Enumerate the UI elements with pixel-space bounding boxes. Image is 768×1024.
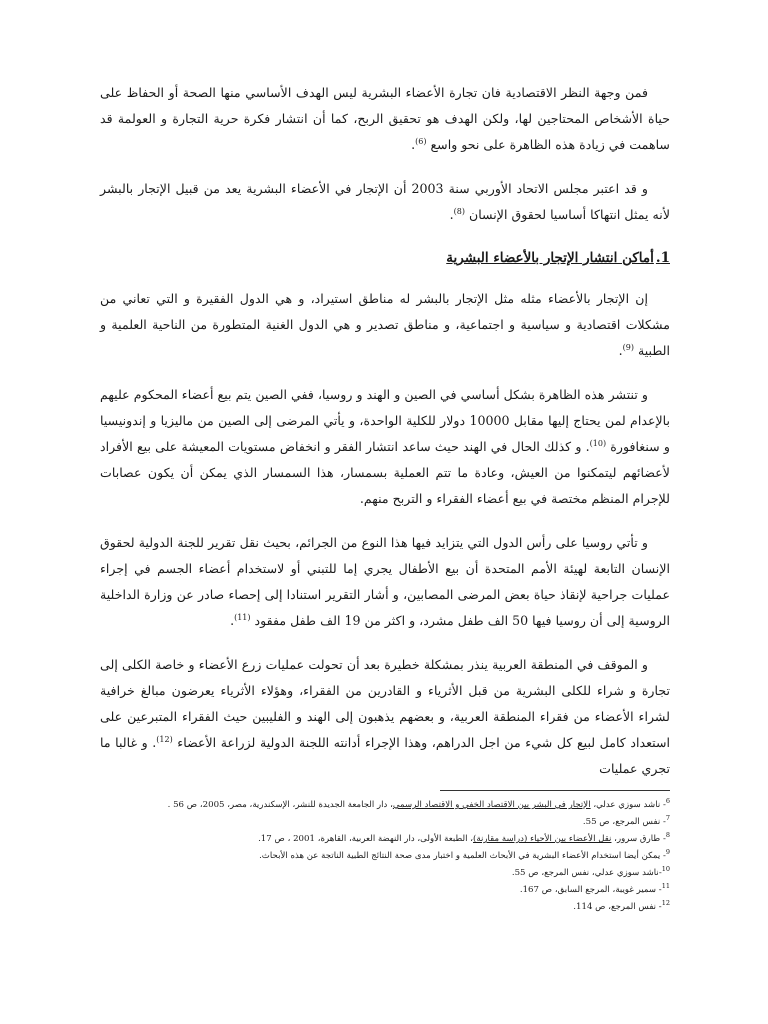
footnote-text: - طارق سرور، xyxy=(611,834,666,844)
paragraph-6-text: و الموقف في المنطقة العربية ينذر بمشكلة خطيرة بعد أن تحولت عمليات زرع الأعضاء و خاصة الكلى إلى تجارة و شراء للكلى البشرية من قبل الأثرياء و القادرين من الفقراء، وهؤلاء الأثرياء يعرضون مبالغ خرافية لشراء الأعضاء من فقراء المنطقة العربية، و بعضهم يذهبون إلى الهند و الفليبين حيث الفقراء المتبرعين على استعداد كامل لبيع كل شيء من اجل الدراهم، وهذا الإجراء أدانته اللجنة الدولية لزراعة الأعضاء xyxy=(100,657,670,750)
footnote-ref-10[interactable]: (10) xyxy=(589,438,607,448)
footnote-text: - يمكن أيضا استخدام الأعضاء البشرية في الأبحاث العلمية و اختبار مدى صحة النتائج الطبية الناتجة عن هذه الأبحاث. xyxy=(259,851,666,861)
paragraph-2-text: و قد اعتبر مجلس الاتحاد الأوربي سنة 2003 أن الإتجار في الأعضاء البشرية يعد من قبيل الإتجار بالبشر لأنه يمثل انتهاكا أساسيا لحقوق الإنسان xyxy=(100,181,670,222)
footnote-ref-7[interactable]: (8) xyxy=(453,206,465,216)
footnote-number: 10 xyxy=(661,865,670,874)
section-heading xyxy=(100,246,670,270)
footnote-text: - نفس المرجع، ص 55. xyxy=(582,817,666,827)
footnote-10 xyxy=(100,865,670,882)
paragraph-4 xyxy=(100,382,670,512)
paragraph-6 xyxy=(100,652,670,782)
paragraph-5-end: . xyxy=(230,613,235,628)
footnote-number: 12 xyxy=(661,899,670,908)
footnote-6 xyxy=(100,797,670,814)
footnote-12 xyxy=(100,899,670,916)
footnote-text: - سمير غويبة، المرجع السابق، ص 167. xyxy=(519,885,662,895)
footnotes-list xyxy=(100,797,670,916)
footnote-rest: ، دار الجامعة الجديدة للنشر، الإسكندرية، مصر، 2005، ص 56 . xyxy=(167,800,393,810)
footnote-number: 11 xyxy=(661,882,670,891)
paragraph-3-end: . xyxy=(618,343,623,358)
paragraph-4-end: . و كذلك الحال في الهند حيث ساعد انتشار الفقر و انخفاض مستويات المعيشة على بيع الأفراد لأعضائهم ليتمكنوا من العيش، وعادة ما تتم العملية بسمسار، هذا السمسار الذي يمكن أن يكون عصابات للإجرام المنظم مختصة في بيع أعضاء الفقراء و التربح منهم. xyxy=(100,439,670,506)
paragraph-2-end: . xyxy=(449,207,454,222)
section-title: أماكن انتشار الإتجار بالأعضاء البشرية xyxy=(446,250,654,266)
footnote-text: - نفس المرجع، ص 114. xyxy=(573,902,662,912)
footnote-number: 7 xyxy=(665,814,670,823)
paragraph-3 xyxy=(100,286,670,364)
footnote-rest: ، الطبعة الأولى، دار النهضة العربية، القاهرة، 2001 ، ص 17. xyxy=(258,834,474,844)
paragraph-1-text: فمن وجهة النظر الاقتصادية فان تجارة الأعضاء البشرية ليس الهدف الأساسي منها الصحة أو الحفاظ على حياة الأشخاص المحتاجين لها، ولكن الهدف هو تحقيق الربح، كما أن انتشار فكرة حرية التجارة و العولمة قد ساهمت في زيادة هذه الظاهرة على نحو واسع xyxy=(100,85,670,152)
section-number: 1. xyxy=(655,250,670,266)
paragraph-5-text: و تأتي روسيا على رأس الدول التي يتزايد فيها هذا النوع من الجرائم، بحيث نقل تقرير للجنة الدولية لحقوق الإنسان التابعة لهيئة الأمم المتحدة أن بيع الأطفال يجري إما للتبني أو لاستخدام أعضاء الجسم في إجراء عمليات جراحية لإنقاذ حياة بعض المرضى المصابين، و أشار التقرير استنادا إلى إحصاء صادر عن وزارة الداخلية الروسية إلى أن روسيا فيها 50 الف طفل مشرد، و اكثر من 19 الف طفل مفقود xyxy=(100,535,670,628)
footnote-ref-6[interactable]: (6) xyxy=(415,136,427,146)
footnote-number: 6 xyxy=(665,797,670,806)
footnote-9 xyxy=(100,848,670,865)
paragraph-1-end: . xyxy=(411,137,416,152)
footnote-number: 9 xyxy=(665,848,670,857)
footnote-title: نقل الأعضاء بين الأحياء (دراسة مقارنة) xyxy=(473,834,612,844)
footnote-ref-12[interactable]: (12) xyxy=(156,734,173,744)
footnote-text: -ناشد سوزي عدلي، نفس المرجع، ص 55. xyxy=(511,868,662,878)
paragraph-5 xyxy=(100,530,670,634)
footnote-8 xyxy=(100,831,670,848)
footnote-text: - ناشد سوزي عدلي، xyxy=(590,800,666,810)
footnote-number: 8 xyxy=(665,831,670,840)
footnote-ref-9[interactable]: (9) xyxy=(622,342,634,352)
paragraph-4-text: و تنتشر هذه الظاهرة بشكل أساسي في الصين و الهند و روسيا، ففي الصين يتم بيع أعضاء المحكوم عليهم بالإعدام لمن يحتاج إليها مقابل 10000 دولار للكلية الواحدة، و يأتي المرضى إلى الصين من ماليزيا و إندونيسيا و سنغافورة xyxy=(100,387,671,454)
footnote-7 xyxy=(100,814,670,831)
footnote-title: الإتجار في البشر بين الاقتصاد الخفي و الاقتصاد الرسمي xyxy=(392,800,591,810)
footnote-11 xyxy=(100,882,670,899)
document-page xyxy=(100,80,670,916)
footnote-ref-11[interactable]: (11) xyxy=(234,612,251,622)
paragraph-2 xyxy=(100,176,670,228)
paragraph-1 xyxy=(100,80,670,158)
paragraph-6-end: . و غالبا ما تجري عمليات xyxy=(100,735,670,776)
footnote-divider xyxy=(440,790,670,791)
paragraph-3-text: إن الإتجار بالأعضاء مثله مثل الإتجار بالبشر له مناطق استيراد، و هي الدول الفقيرة و التي تعاني من مشكلات اقتصادية و سياسية و اجتماعية، و مناطق تصدير و هي الدول الغنية المتطورة من الناحية العلمية و الطبية xyxy=(100,291,670,358)
